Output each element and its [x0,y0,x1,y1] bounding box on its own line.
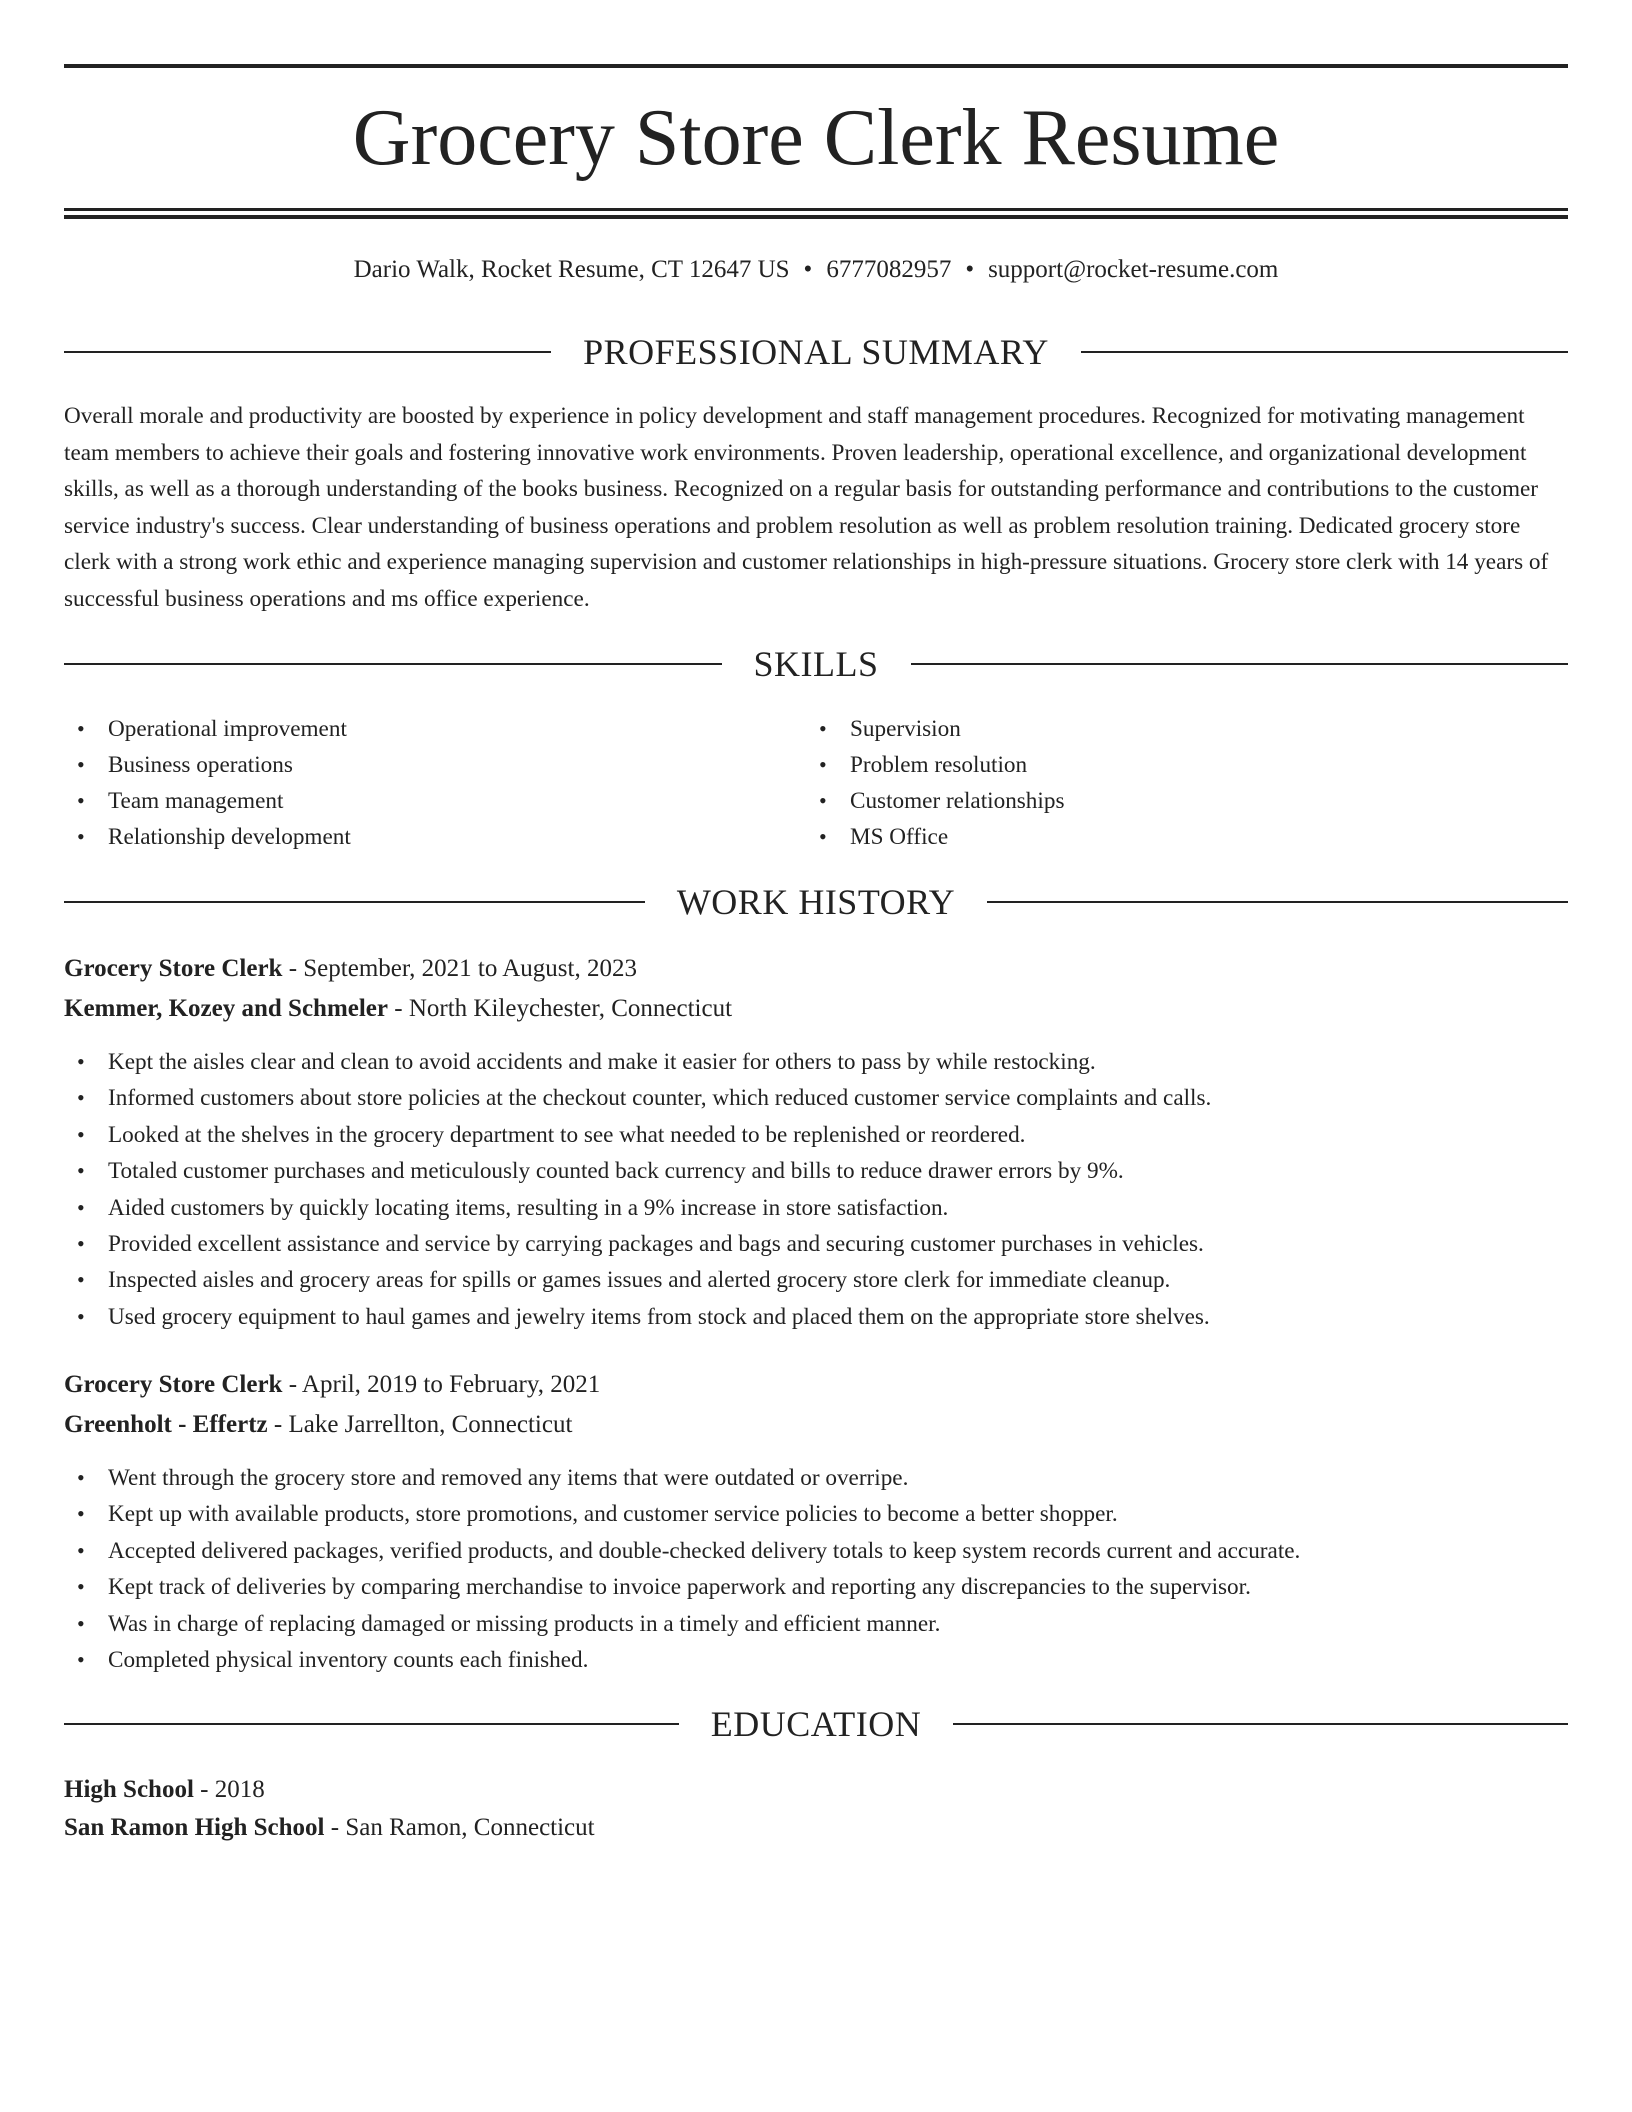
heading-rule [64,351,551,353]
section-title: EDUCATION [710,1704,922,1744]
job-title-line [64,1368,1568,1402]
document-title: Grocery Store Clerk Resume [352,94,1280,182]
duty-item: • Kept track of deliveries by comparing merchandise to invoice paperwork and reporting any discrepancies to the supervisor. [64,1569,1568,1605]
contact-phone: 6777082957 [826,256,952,283]
duty-item: • Provided excellent assistance and service by carrying packages and bags and securing customer purchases in vehicles. [64,1226,1568,1262]
skill-item: • MS Office [806,819,1506,855]
contact-line [64,253,1568,287]
job-duties-list [64,1044,1568,1335]
education-location: - San Ramon, Connecticut [324,1814,595,1841]
heading-rule [953,1723,1568,1725]
section-title: WORK HISTORY [676,882,956,922]
skill-item: • Business operations [64,747,764,783]
skills-list-left [64,711,764,855]
summary-paragraph: Overall morale and productivity are boosted by experience in policy development and staff management procedures. Recognized for motivating management team members to achieve their goals and fostering innovative work environments. Proven leadership, operational excellence, and organizational development skills, as well as a thorough understanding of the books business. Recognized on a regular basis for outstanding performance and contributions to the customer service industry's success. Clear understanding of business operations and problem resolution as well as problem resolution training. Dedicated grocery store clerk with a strong work ethic and experience managing supervision and customer relationships in high-pressure situations. Grocery store clerk with 14 years of successful business operations and ms office experience. [64,403,1549,612]
heading-rule [64,663,722,665]
title-bottom-rule-thick [64,215,1568,219]
duty-item: • Aided customers by quickly locating items, resulting in a 9% increase in store satisfaction. [64,1190,1568,1226]
duty-item: • Accepted delivered packages, verified products, and double-checked delivery totals to keep system records current and accurate. [64,1533,1568,1569]
section-heading-work [64,880,1568,924]
skill-item: • Operational improvement [64,711,764,747]
heading-rule [64,1723,679,1725]
skills-list-right [806,711,1506,855]
duty-item: • Kept the aisles clear and clean to avoid accidents and make it easier for others to pass by while restocking. [64,1044,1568,1080]
contact-separator: • [803,256,813,283]
education-year: - 2018 [193,1776,265,1803]
job-company-line [64,992,1568,1026]
job-company-line [64,1408,1568,1442]
heading-rule [911,663,1569,665]
job-role: Grocery Store Clerk [64,955,283,982]
skill-item: • Problem resolution [806,747,1506,783]
duty-item: • Inspected aisles and grocery areas for spills or games issues and alerted grocery store clerk for immediate cleanup. [64,1262,1568,1298]
section-heading-skills [64,642,1568,686]
job-title-line [64,952,1568,986]
heading-rule [987,901,1568,903]
duty-item: • Totaled customer purchases and meticulously counted back currency and bills to reduce drawer errors by 9%. [64,1153,1568,1189]
duty-item: • Used grocery equipment to haul games and jewelry items from stock and placed them on the appropriate store shelves. [64,1299,1568,1335]
job-role: Grocery Store Clerk [64,1371,283,1398]
job-location: - Lake Jarrellton, Connecticut [267,1411,573,1438]
section-heading-education [64,1702,1568,1746]
skill-item: • Customer relationships [806,783,1506,819]
title-top-rule [64,64,1568,68]
job-dates: - April, 2019 to February, 2021 [282,1371,601,1398]
heading-rule [1081,351,1568,353]
job-company: Greenholt - Effertz [64,1411,268,1438]
job-company: Kemmer, Kozey and Schmeler [64,995,388,1022]
job-duties-list [64,1460,1568,1678]
section-heading-summary [64,330,1568,374]
education-school: San Ramon High School [64,1814,325,1841]
education-degree-line [64,1773,1568,1807]
section-title: SKILLS [753,644,879,684]
skill-item: • Supervision [806,711,1506,747]
contact-address: Dario Walk, Rocket Resume, CT 12647 US [353,256,790,283]
duty-item: • Looked at the shelves in the grocery department to see what needed to be replenished or reordered. [64,1117,1568,1153]
job-location: - North Kileychester, Connecticut [388,995,733,1022]
job-dates: - September, 2021 to August, 2023 [282,955,637,982]
skill-item: • Relationship development [64,819,764,855]
title-bottom-rule-thin [64,208,1568,211]
duty-item: • Was in charge of replacing damaged or missing products in a timely and efficient manner. [64,1606,1568,1642]
duty-item: • Went through the grocery store and removed any items that were outdated or overripe. [64,1460,1568,1496]
duty-item: • Completed physical inventory counts each finished. [64,1642,1568,1678]
section-title: PROFESSIONAL SUMMARY [583,332,1049,372]
education-school-line [64,1811,1568,1845]
skill-item: • Team management [64,783,764,819]
education-degree: High School [64,1776,194,1803]
contact-email: support@rocket-resume.com [988,256,1279,283]
duty-item: • Informed customers about store policies at the checkout counter, which reduced customer service complaints and calls. [64,1080,1568,1116]
contact-separator: • [965,256,975,283]
heading-rule [64,901,645,903]
duty-item: • Kept up with available products, store promotions, and customer service policies to become a better shopper. [64,1496,1568,1532]
